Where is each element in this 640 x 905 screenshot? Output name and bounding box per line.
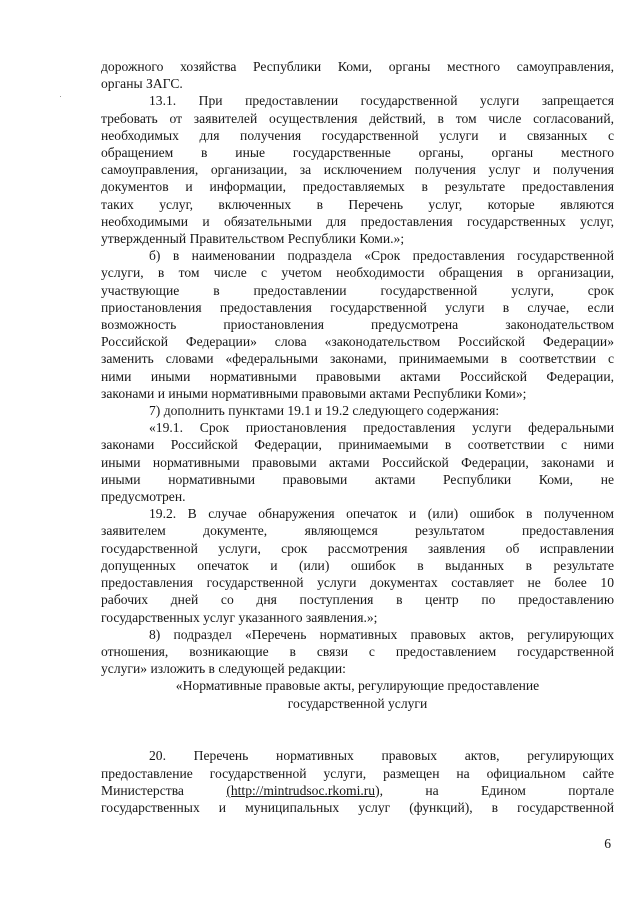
text-fragment: Министерства: [101, 782, 184, 798]
text-line: таких услуг, включенных в Перечень услуг, которые являются: [101, 196, 614, 212]
page-number: 6: [604, 836, 611, 851]
paragraph-20: [101, 747, 614, 816]
ministry-website-link[interactable]: (http://mintrudsoc.rkomi.ru),: [226, 782, 383, 798]
spacer: [101, 713, 614, 747]
text-line: государственных услуг указанного заявления.»;: [101, 609, 378, 625]
paragraph-7: [101, 402, 614, 419]
text-line: 7) дополнить пунктами 19.1 и 19.2 следующего содержания:: [149, 403, 500, 419]
text-line: законами Российской Федерации, принимаемыми в соответствии с ними: [101, 437, 614, 453]
text-line: предусмотрен.: [101, 489, 186, 505]
heading-line: государственной услуги: [287, 696, 428, 712]
paragraph-19-2: [101, 505, 614, 625]
paragraph-19-1: [101, 419, 614, 505]
text-line: самоуправления, организации, за исключением получения услуг и получения: [101, 162, 614, 178]
text-line: государственной услуги, срок рассмотрения заявления об исправлении: [101, 540, 614, 556]
paragraph-8: [101, 626, 614, 678]
text-line: отношения, возникающие в связи с предоставлением государственной: [101, 643, 614, 659]
text-line: предоставление государственной услуги, размещен на официальном сайте: [101, 765, 614, 781]
text-line: предоставления государственной услуги документах составляет не более 10: [101, 575, 614, 591]
text-line: необходимых для получения государственной услуги и связанных с: [101, 127, 614, 143]
text-line: государственных и муниципальных услуг (функций), в государственной: [101, 799, 614, 815]
text-line: услуги» изложить в следующей редакции:: [101, 661, 346, 677]
text-line: Российской Федерации» слова «законодательством Российской Федерации»: [101, 334, 614, 350]
text-line: иными нормативными правовыми актами Республики Коми, не: [101, 471, 614, 487]
scan-artifact: [60, 96, 61, 97]
text-line: заменить словами «федеральными законами, принимаемыми в соответствии с: [101, 351, 614, 367]
paragraph-b: [101, 247, 614, 402]
text-line: рабочих дней со дня поступления в центр по предоставлению: [101, 592, 614, 608]
text-line: 20. Перечень нормативных правовых актов, регулирующих: [149, 748, 614, 764]
text-line: законами и иными нормативными правовыми актами Республики Коми»;: [101, 385, 527, 401]
text-line: 8) подраздел «Перечень нормативных правовых актов, регулирующих: [149, 626, 614, 642]
text-line: иными нормативными правовыми актами Российской Федерации, законами и: [101, 454, 614, 470]
heading-line: «Нормативные правовые акты, регулирующие предоставление: [175, 678, 540, 694]
text-line: заявителем документе, являющемся результатом предоставления: [101, 523, 614, 539]
text-line: дорожного хозяйства Республики Коми, органы местного самоуправления,: [101, 59, 614, 74]
text-line: утвержденный Правительством Республики Коми.»;: [101, 231, 405, 247]
text-line: 19.2. В случае обнаружения опечаток и (или) ошибок в полученном: [149, 506, 614, 522]
paragraph-13-1: [101, 92, 614, 247]
text-line: участвующие в предоставлении государственной услуги, срок: [101, 282, 614, 298]
section-heading: [101, 677, 614, 713]
paragraph-continuation: [101, 58, 614, 92]
text-line: обращением в иные государственные органы, органы местного: [101, 145, 614, 161]
text-line: возможность приостановления предусмотрена законодательством: [101, 317, 614, 333]
text-line: 13.1. При предоставлении государственной услуги запрещается: [149, 93, 614, 109]
text-line: приостановления предоставления государственной услуги в случае, если: [101, 299, 614, 315]
text-line: услуги, в том числе с учетом необходимости обращения в организации,: [101, 265, 614, 281]
text-line: [101, 782, 614, 799]
text-line: допущенных опечаток и (или) ошибок в выданных в результате: [101, 557, 614, 573]
text-line: ними иными нормативными правовыми актами Российской Федерации,: [101, 368, 614, 384]
text-line: б) в наименовании подраздела «Срок предоставления государственной: [149, 248, 614, 264]
text-line: необходимыми и обязательными для предоставления государственных услуг,: [101, 213, 614, 229]
text-line: органы ЗАГС.: [101, 76, 183, 92]
text-line: документов и информации, предоставляемых в результате предоставления: [101, 179, 614, 195]
text-fragment: на Едином портале: [425, 782, 614, 798]
text-line: требовать от заявителей осуществления действий, в том числе согласований,: [101, 110, 614, 126]
text-line: «19.1. Срок приостановления предоставления услуги федеральными: [149, 420, 614, 436]
